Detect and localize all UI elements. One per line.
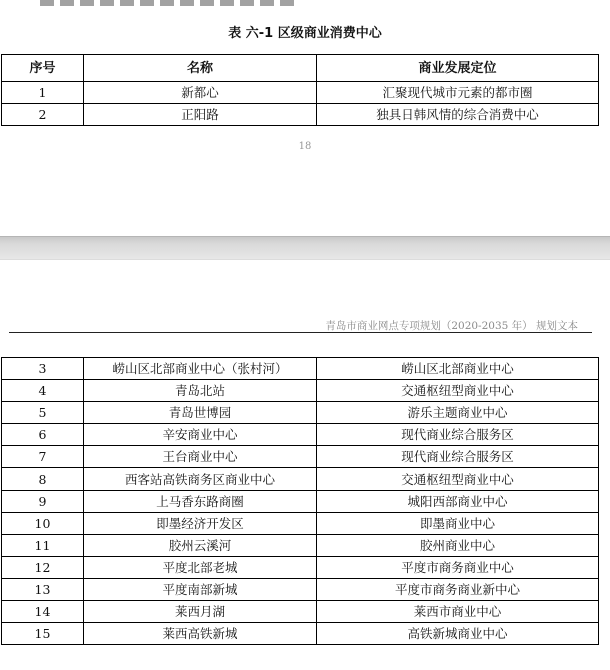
table-row [2, 556, 599, 578]
cell-name: 王台商业中心 [84, 446, 317, 468]
cell-number: 14 [2, 601, 84, 623]
cell-positioning: 城阳西部商业中心 [317, 490, 599, 512]
table-row [2, 380, 599, 402]
cell-number: 9 [2, 490, 84, 512]
cell-number: 2 [2, 104, 84, 126]
table-row [2, 623, 599, 645]
table-row [2, 358, 599, 380]
cell-positioning: 独具日韩风情的综合消费中心 [317, 104, 599, 126]
cell-name: 青岛北站 [84, 380, 317, 402]
cell-positioning: 崂山区北部商业中心 [317, 358, 599, 380]
cell-positioning: 平度市商务商业新中心 [317, 578, 599, 600]
cell-name: 胶州云溪河 [84, 534, 317, 556]
table-row [2, 601, 599, 623]
cell-positioning: 交通枢纽型商业中心 [317, 468, 599, 490]
cell-number: 1 [2, 82, 84, 104]
cell-positioning: 现代商业综合服务区 [317, 446, 599, 468]
cell-name: 莱西月湖 [84, 601, 317, 623]
cell-number: 12 [2, 556, 84, 578]
consumption-center-table-part2 [1, 357, 599, 645]
table-row [2, 402, 599, 424]
table-row [2, 534, 599, 556]
cell-name: 莱西高铁新城 [84, 623, 317, 645]
cell-positioning: 汇聚现代城市元素的都市圈 [317, 82, 599, 104]
table-row [2, 468, 599, 490]
table-row [2, 446, 599, 468]
header-rule [9, 332, 592, 333]
header-positioning: 商业发展定位 [317, 55, 599, 82]
cell-name: 平度南部新城 [84, 578, 317, 600]
table-row [2, 82, 599, 104]
cell-number: 7 [2, 446, 84, 468]
cell-number: 10 [2, 512, 84, 534]
cell-number: 13 [2, 578, 84, 600]
cell-number: 8 [2, 468, 84, 490]
cell-name: 西客站高铁商务区商业中心 [84, 468, 317, 490]
cell-name: 青岛世博园 [84, 402, 317, 424]
table-row [2, 490, 599, 512]
cell-positioning: 现代商业综合服务区 [317, 424, 599, 446]
cell-number: 5 [2, 402, 84, 424]
cell-name: 平度北部老城 [84, 556, 317, 578]
cell-number: 11 [2, 534, 84, 556]
cell-name: 即墨经济开发区 [84, 512, 317, 534]
running-header: 青岛市商业网点专项规划（2020-2035 年） 规划文本 [325, 320, 578, 332]
cell-number: 15 [2, 623, 84, 645]
cell-positioning: 莱西市商业中心 [317, 601, 599, 623]
cell-name: 辛安商业中心 [84, 424, 317, 446]
table-row [2, 104, 599, 126]
table-header-row [2, 55, 599, 82]
cell-name: 崂山区北部商业中心（张村河） [84, 358, 317, 380]
cell-positioning: 游乐主题商业中心 [317, 402, 599, 424]
cropped-previous-text [40, 0, 300, 6]
table-caption: 表 六-1 区级商业消费中心 [228, 26, 382, 41]
cell-number: 6 [2, 424, 84, 446]
cell-positioning: 胶州商业中心 [317, 534, 599, 556]
page-number: 18 [298, 141, 312, 152]
table-row [2, 424, 599, 446]
cell-name: 正阳路 [84, 104, 317, 126]
table-row [2, 512, 599, 534]
page-break-gap [0, 236, 610, 260]
cell-positioning: 即墨商业中心 [317, 512, 599, 534]
cell-name: 新都心 [84, 82, 317, 104]
cell-positioning: 交通枢纽型商业中心 [317, 380, 599, 402]
header-name: 名称 [84, 55, 317, 82]
cell-number: 4 [2, 380, 84, 402]
cell-positioning: 平度市商务商业中心 [317, 556, 599, 578]
consumption-center-table-part1 [1, 54, 599, 126]
header-number: 序号 [2, 55, 84, 82]
table-row [2, 578, 599, 600]
cell-positioning: 高铁新城商业中心 [317, 623, 599, 645]
cell-number: 3 [2, 358, 84, 380]
cell-name: 上马香东路商圈 [84, 490, 317, 512]
